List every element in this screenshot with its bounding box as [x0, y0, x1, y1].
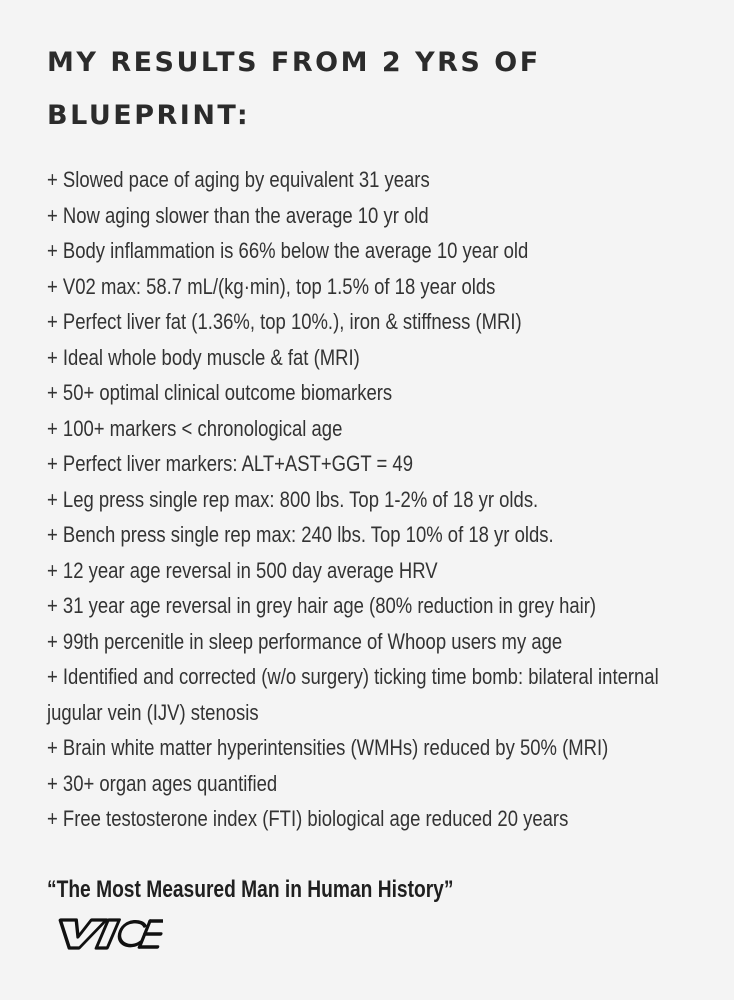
vice-logo [47, 917, 163, 951]
list-item: + Perfect liver markers: ALT+AST+GGT = 49 [47, 451, 413, 476]
list-item: + V02 max: 58.7 mL/(kg·min), top 1.5% of 18 year olds [47, 273, 496, 299]
results-list [47, 162, 697, 837]
list-item: + Ideal whole body muscle & fat (MRI) [47, 344, 360, 370]
list-item: + Leg press single rep max: 800 lbs. Top 1-2% of 18 yr olds. [47, 486, 539, 512]
list-item: + Identified and corrected (w/o surgery) ticking time bomb: bilateral internal jugular vein (IJV) stenosis [47, 664, 659, 725]
page-title: MY RESULTS FROM 2 YRS OF BLUEPRINT: [47, 47, 541, 131]
list-item: + 12 year age reversal in 500 day average HRV [47, 557, 438, 583]
press-quote: “The Most Measured Man in Human History” [47, 875, 454, 903]
list-item: + Body inflammation is 66% below the average 10 year old [47, 238, 529, 263]
list-item: + 30+ organ ages quantified [47, 770, 278, 796]
list-item: + Bench press single rep max: 240 lbs. Top 10% of 18 yr olds. [47, 522, 554, 547]
list-item: + 31 year age reversal in grey hair age (80% reduction in grey hair) [47, 593, 597, 618]
list-item: + Slowed pace of aging by equivalent 31 years [47, 167, 430, 192]
list-item: + Free testosterone index (FTI) biological age reduced 20 years [47, 806, 569, 831]
list-item: + Now aging slower than the average 10 yr old [47, 202, 429, 228]
list-item: + Perfect liver fat (1.36%, top 10%.), iron & stiffness (MRI) [47, 309, 522, 334]
list-item: + Brain white matter hyperintensities (WMHs) reduced by 50% (MRI) [47, 735, 609, 760]
list-item: + 99th percenitle in sleep performance of Whoop users my age [47, 628, 563, 654]
list-item: + 100+ markers < chronological age [47, 415, 343, 441]
list-item: + 50+ optimal clinical outcome biomarkers [47, 380, 393, 405]
